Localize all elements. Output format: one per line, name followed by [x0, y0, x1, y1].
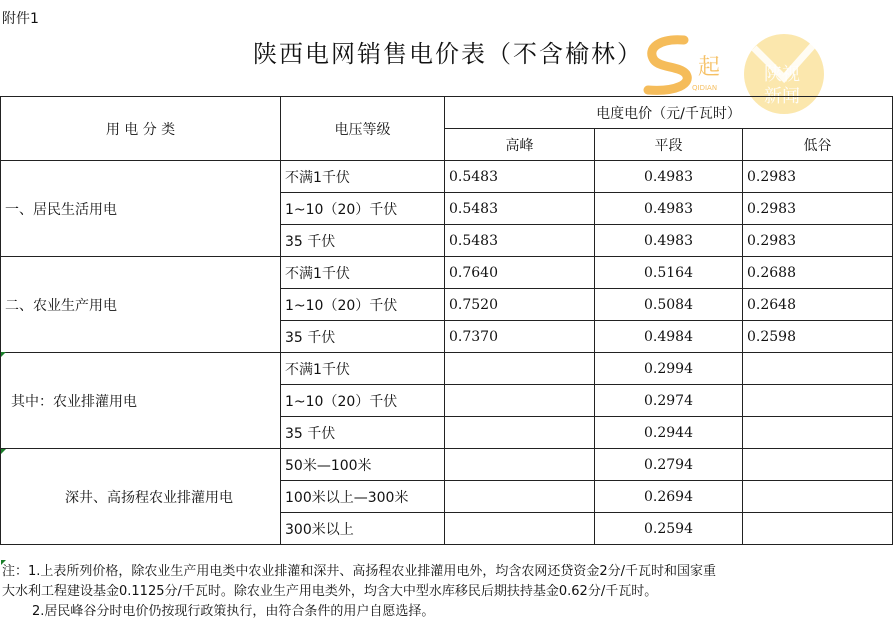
header-price: 电度电价（元/千瓦时） [445, 97, 893, 129]
flat-price-cell: 0.2694 [595, 481, 743, 513]
voltage-cell: 不满1千伏 [281, 257, 445, 289]
valley-price-cell [743, 481, 893, 513]
header-peak: 高峰 [445, 129, 595, 161]
header-flat: 平段 [595, 129, 743, 161]
peak-price-cell [445, 449, 595, 481]
valley-price-cell [743, 417, 893, 449]
voltage-cell: 1~10（20）千伏 [281, 385, 445, 417]
flat-price-cell: 0.2994 [595, 353, 743, 385]
peak-price-cell: 0.5483 [445, 193, 595, 225]
peak-price-cell: 0.7640 [445, 257, 595, 289]
watermark-left-sub: QIDIAN [692, 84, 718, 92]
peak-price-cell: 0.5483 [445, 161, 595, 193]
table-row [1, 449, 893, 481]
peak-price-cell [445, 513, 595, 545]
valley-price-cell: 0.2598 [743, 321, 893, 353]
voltage-cell: 不满1千伏 [281, 161, 445, 193]
watermark-right-line2: 新闻 [764, 86, 800, 107]
peak-price-cell [445, 353, 595, 385]
peak-price-cell: 0.5483 [445, 225, 595, 257]
flat-price-cell: 0.4983 [595, 193, 743, 225]
watermark-right-line1: 陕视 [764, 64, 800, 85]
flat-price-cell: 0.2974 [595, 385, 743, 417]
watermark-left-text: 起 [698, 55, 721, 80]
price-table [0, 96, 893, 545]
valley-price-cell [743, 385, 893, 417]
category-cell: 二、农业生产用电 [1, 257, 281, 353]
notes-block [2, 562, 892, 622]
valley-price-cell: 0.2648 [743, 289, 893, 321]
table-row [1, 257, 893, 289]
category-cell: 深井、高扬程农业排灌用电 [1, 449, 281, 545]
cell-marker-icon [1, 352, 6, 357]
category-cell: 其中：农业排灌用电 [1, 353, 281, 449]
cell-marker-icon [1, 449, 6, 454]
page-title: 陕西电网销售电价表（不含榆林） [253, 40, 643, 68]
header-category: 用 电 分 类 [1, 97, 281, 161]
valley-price-cell: 0.2983 [743, 161, 893, 193]
flat-price-cell: 0.4983 [595, 161, 743, 193]
peak-price-cell [445, 417, 595, 449]
header-voltage: 电压等级 [281, 97, 445, 161]
voltage-cell: 35 千伏 [281, 417, 445, 449]
valley-price-cell [743, 513, 893, 545]
valley-price-cell: 0.2983 [743, 193, 893, 225]
flat-price-cell: 0.5084 [595, 289, 743, 321]
header-valley: 低谷 [743, 129, 893, 161]
peak-price-cell: 0.7370 [445, 321, 595, 353]
flat-price-cell: 0.2944 [595, 417, 743, 449]
table-row [1, 161, 893, 193]
table-row [1, 353, 893, 385]
voltage-cell: 35 千伏 [281, 321, 445, 353]
flat-price-cell: 0.5164 [595, 257, 743, 289]
voltage-cell: 300米以上 [281, 513, 445, 545]
valley-price-cell [743, 353, 893, 385]
voltage-cell: 1~10（20）千伏 [281, 193, 445, 225]
voltage-cell: 50米—100米 [281, 449, 445, 481]
peak-price-cell [445, 481, 595, 513]
peak-price-cell: 0.7520 [445, 289, 595, 321]
flat-price-cell: 0.2794 [595, 449, 743, 481]
voltage-cell: 35 千伏 [281, 225, 445, 257]
note-line: 注：1.上表所列价格，除农业生产用电类中农业排灌和深井、高扬程农业排灌用电外，均含农网还贷资金2分/千瓦时和国家重 [2, 564, 717, 579]
voltage-cell: 不满1千伏 [281, 353, 445, 385]
valley-price-cell [743, 449, 893, 481]
note-line: 2.居民峰谷分时电价仍按现行政策执行，由符合条件的用户自愿选择。 [32, 604, 435, 619]
peak-price-cell [445, 385, 595, 417]
voltage-cell: 1~10（20）千伏 [281, 289, 445, 321]
valley-price-cell: 0.2688 [743, 257, 893, 289]
qidian-watermark-logo [640, 34, 730, 96]
voltage-cell: 100米以上—300米 [281, 481, 445, 513]
note-line: 大水利工程建设基金0.1125分/千瓦时。除农业生产用电类外，均含大中型水库移民后期扶持基金0.62分/千瓦时。 [2, 584, 658, 599]
flat-price-cell: 0.4984 [595, 321, 743, 353]
flat-price-cell: 0.4983 [595, 225, 743, 257]
header-row-1 [1, 97, 893, 129]
flat-price-cell: 0.2594 [595, 513, 743, 545]
category-cell: 一、居民生活用电 [1, 161, 281, 257]
valley-price-cell: 0.2983 [743, 225, 893, 257]
annex-label: 附件1 [2, 11, 39, 27]
